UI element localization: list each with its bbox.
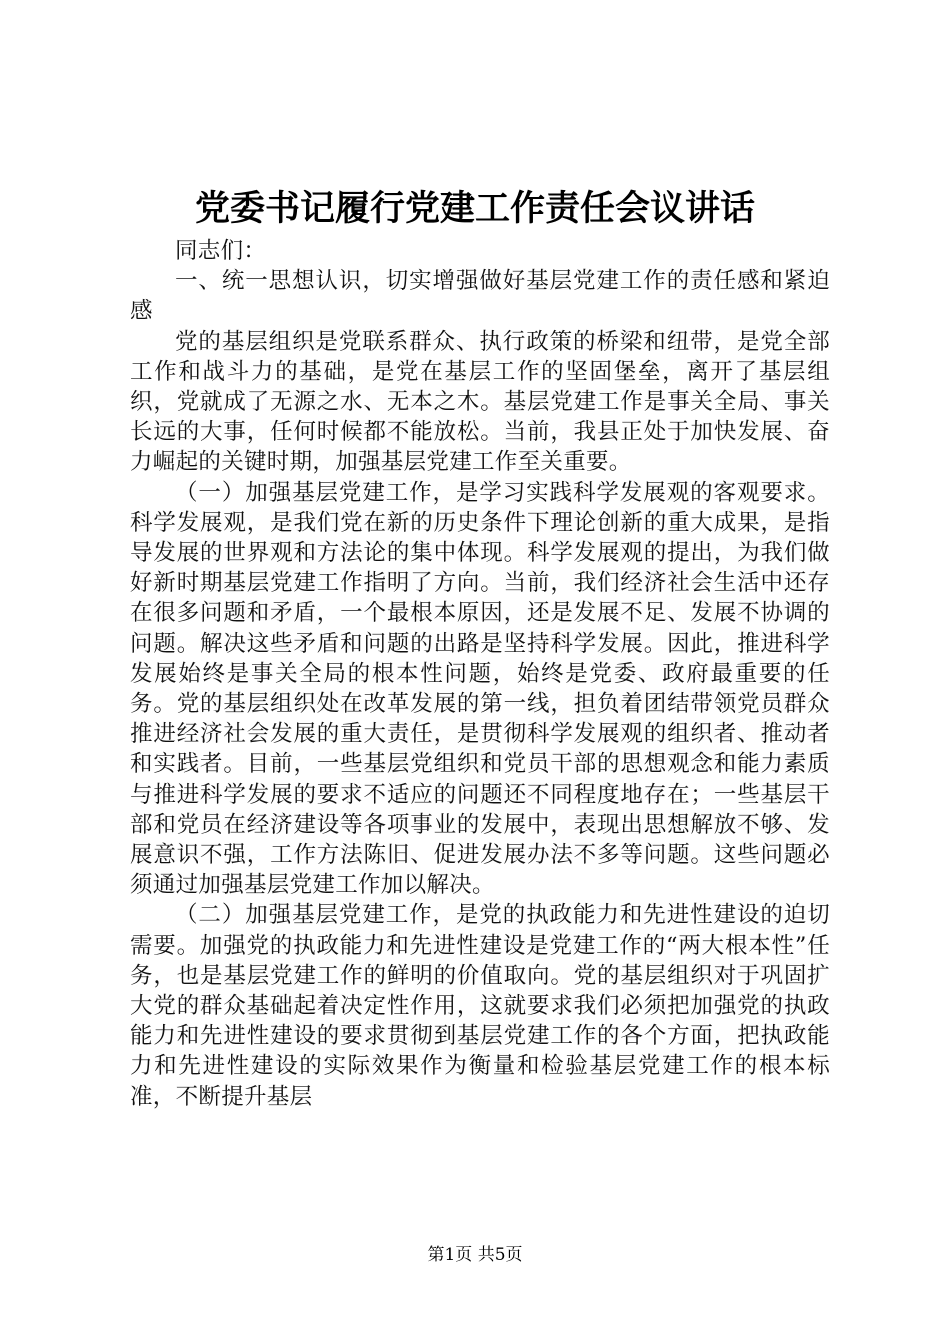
salutation-paragraph: 同志们： [175, 238, 267, 264]
body-paragraph: （一）加强基层党建工作，是学习实践科学发展观的客观要求。科学发展观，是我们党在新的历史条件下理论创新的重大成果，是指导发展的世界观和方法论的集中体现。科学发展观的提出，为我们做好新时期基层党建工作指明了方向。当前，我们经济社会生活中还存在很多问题和矛盾，一个最根本原因，还是发展不足、发展不协调的问题。解决这些矛盾和问题的出路是坚持科学发展。因此，推进科学发展始终是事关全局的根本性问题，始终是党委、政府最重要的任务。党的基层组织处在改革发展的第一线，担负着团结带领党员群众推进经济社会发展的重大责任，是贯彻科学发展观的组织者、推动者和实践者。目前，一些基层党组织和党员干部的思想观念和能力素质与推进科学发展的要求不适应的问题还不同程度地存在；一些基层干部和党员在经济建设等各项事业的发展中，表现出思想解放不够、发展意识不强，工作方法陈旧、促进发展办法不多等问题。这些问题必须通过加强基层党建工作加以解决。 [130, 479, 830, 899]
document-body [130, 236, 830, 1112]
page-footer: 第1页 共5页 [427, 1245, 523, 1265]
section-heading-1: 一、统一思想认识，切实增强做好基层党建工作的责任感和紧迫感 [130, 268, 830, 325]
body-paragraph: （二）加强基层党建工作，是党的执政能力和先进性建设的迫切需要。加强党的执政能力和先进性建设是党建工作的“两大根本性”任务，也是基层党建工作的鲜明的价值取向。党的基层组织对于巩固扩大党的群众基础起着决定性作用，这就要求我们必须把加强党的执政能力和先进性建设的要求贯彻到基层党建工作的各个方面，把执政能力和先进性建设的实际效果作为衡量和检验基层党建工作的根本标准，不断提升基层 [130, 902, 830, 1110]
body-paragraph: 党的基层组织是党联系群众、执行政策的桥梁和纽带，是党全部工作和战斗力的基础，是党在基层工作的坚固堡垒，离开了基层组织，党就成了无源之水、无本之木。基层党建工作是事关全局、事关长远的大事，任何时候都不能放松。当前，我县正处于加快发展、奋力崛起的关键时期，加强基层党建工作至关重要。 [130, 328, 830, 476]
document-title: 党委书记履行党建工作责任会议讲话 [194, 188, 755, 229]
